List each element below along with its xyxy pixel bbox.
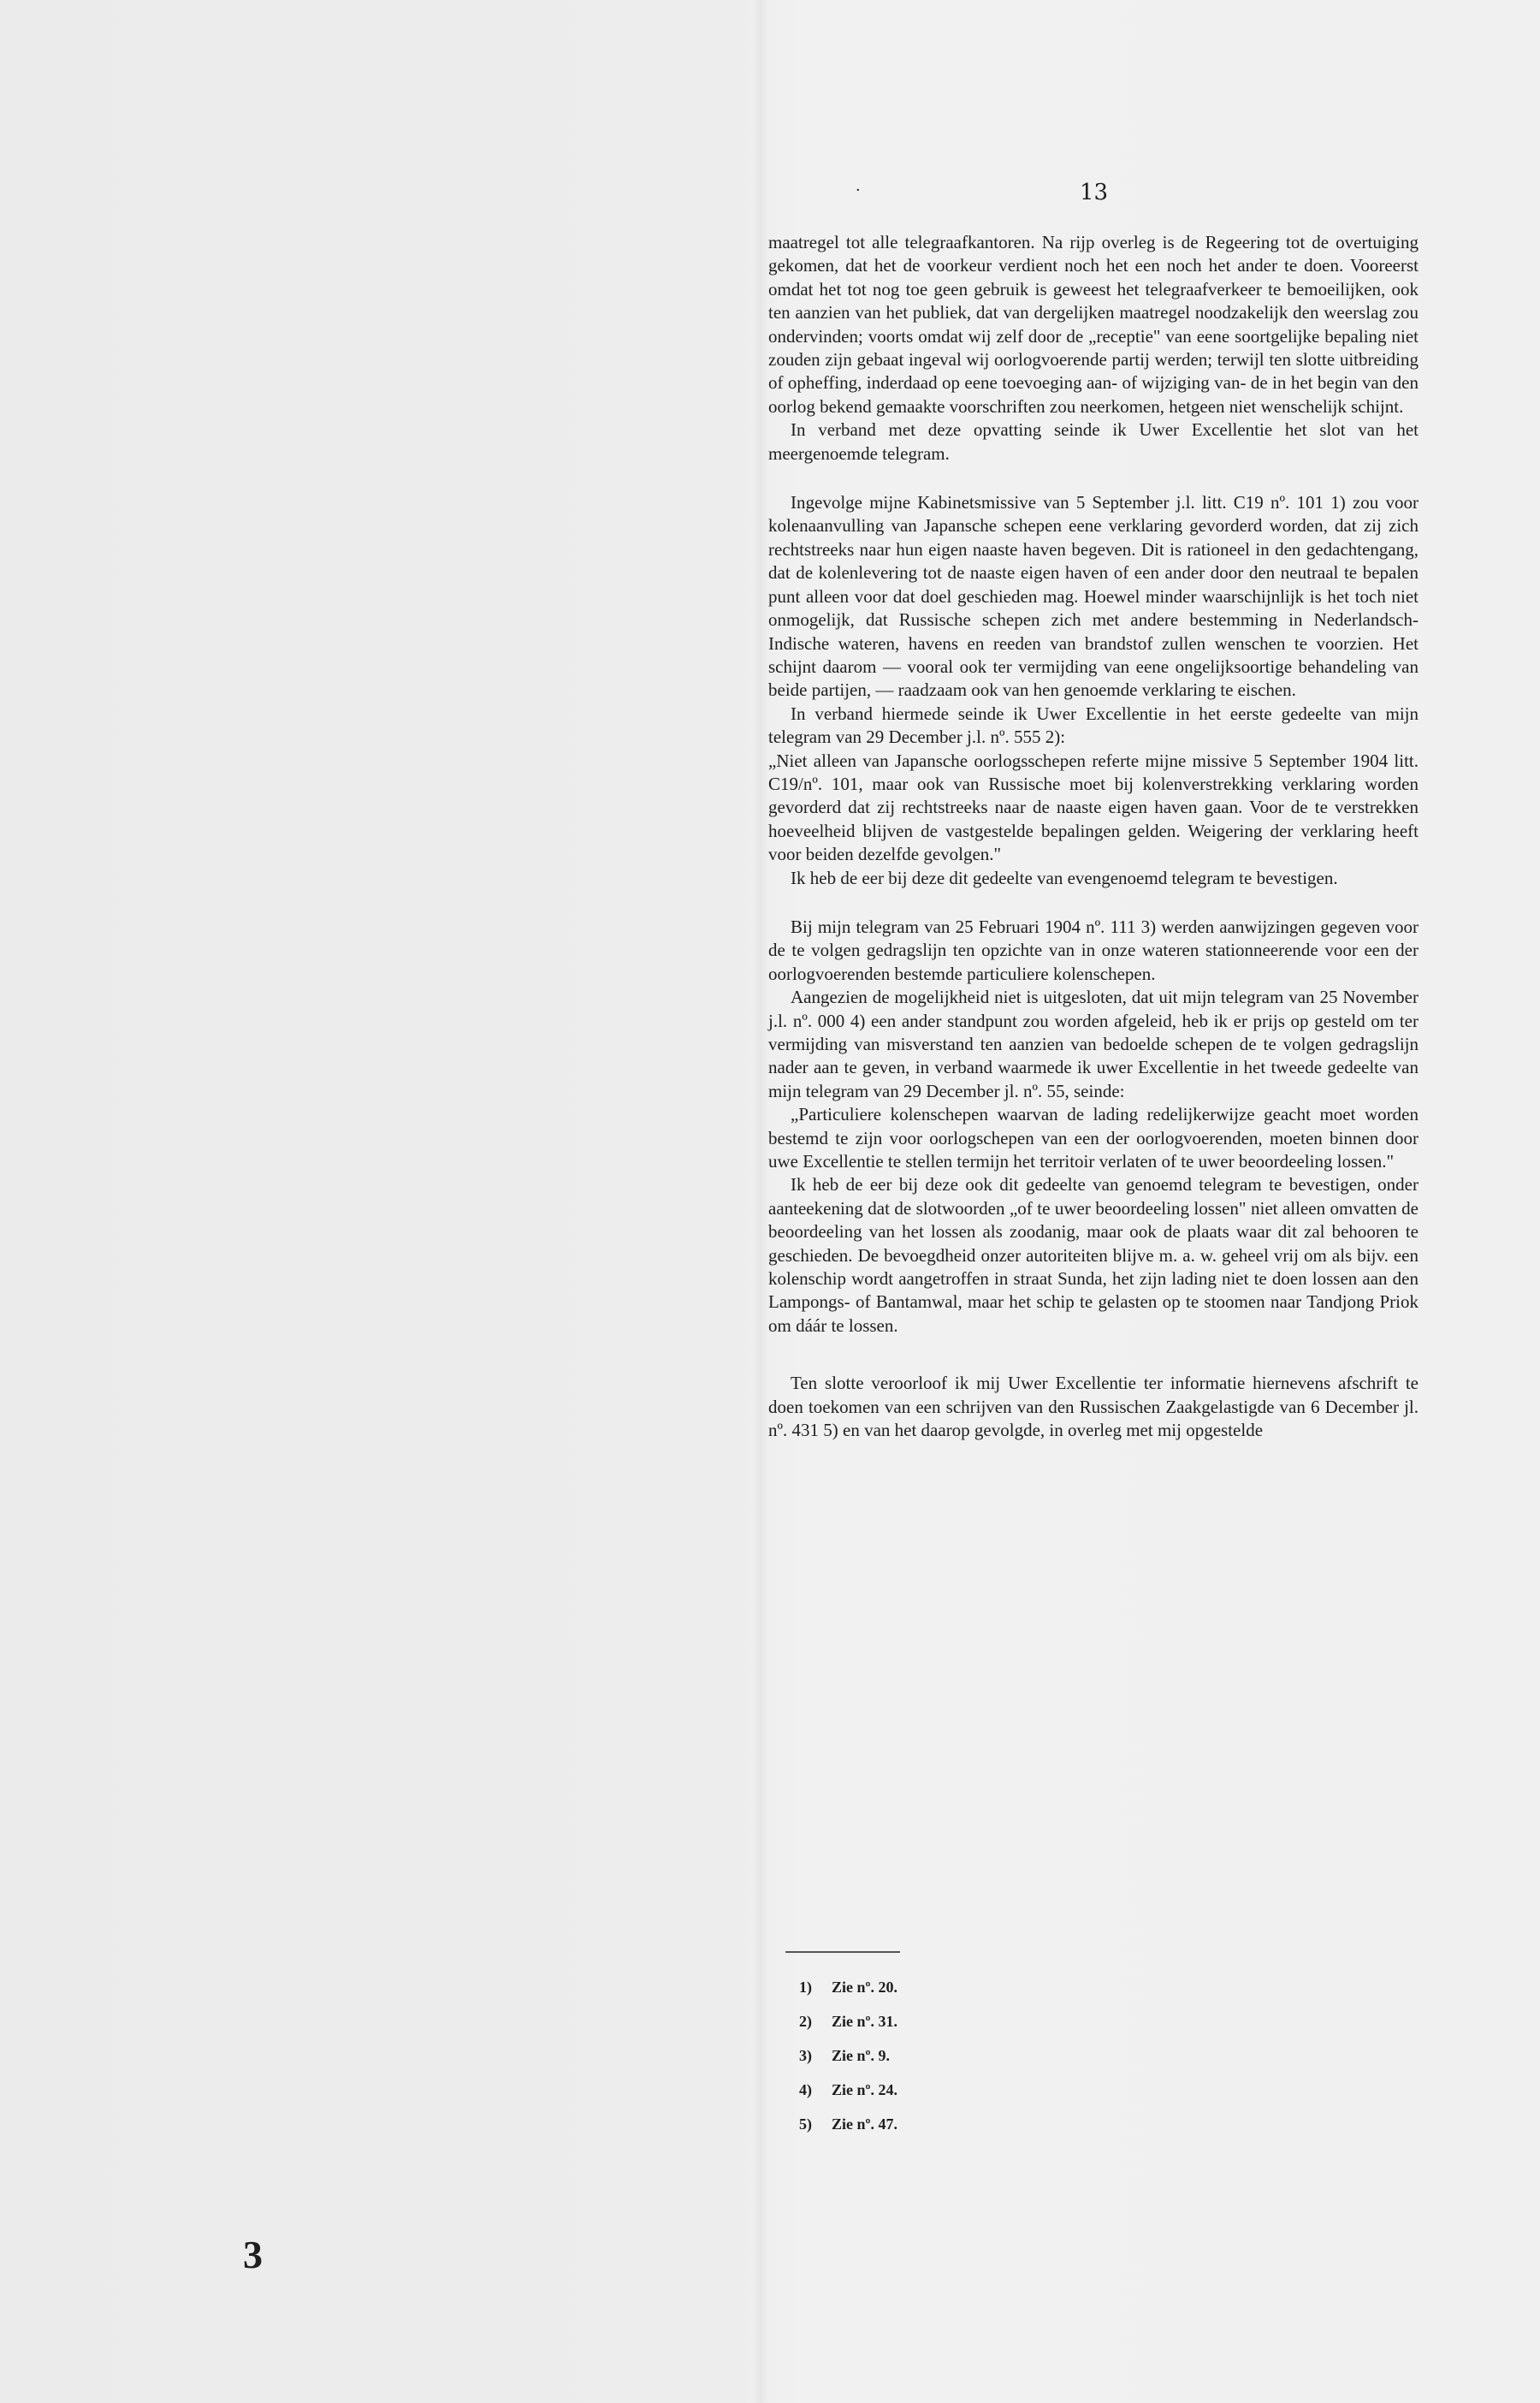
footnote	[799, 2081, 897, 2115]
header-dot: ·	[856, 181, 861, 199]
paragraph: Ik heb de eer bij deze dit gedeelte van evengenoemd telegram te bevestigen.	[791, 867, 1338, 888]
paragraph: Ingevolge mijne Kabinetsmissive van 5 September j.l. litt. C19 nº. 101 1) zou voor kolenaanvulling van Japansche schepen eene verklaring gevorderd worden, dat zij zich rechtstreeks naar hun eigen naaste haven begeven. Dit is rationeel in den gedachtengang, dat de kolenlevering tot de naaste eigen haven of een ander door den neutraal te bepalen punt alleen voor dat doel geschieden mag. Hoewel minder waarschijnlijk is het toch niet onmogelijk, dat Russische schepen zich met andere bestemming in Nederlandsch-Indische wateren, havens en reeden van brandstof zullen wenschen te voorzien. Het schijnt daarom — vooral ook ter vermijding van eene ongelijksoortige behandeling van beide partijen, — raadzaam ook van hen genoemde verklaring te eischen.	[768, 492, 1419, 701]
footnote-text: Zie nº. 31.	[832, 2013, 897, 2030]
signature-mark: 3	[243, 2233, 263, 2276]
footnote	[799, 2013, 897, 2047]
footnote-mark: 1)	[799, 1979, 812, 1996]
paragraph: Aangezien de mogelijkheid niet is uitgesloten, dat uit mijn telegram van 25 November j.l. nº. 000 4) een ander standpunt zou worden afgeleid, heb ik er prijs op gesteld om ter vermijding van misverstand ten aanzien van bedoelde schepen de te volgen gedragslijn nader aan te geven, in verband waarmede ik uwer Excellentie in het tweede gedeelte van mijn telegram van 29 December jl. nº. 55, seinde:	[768, 987, 1419, 1101]
footnote-divider	[785, 1951, 900, 1953]
page-fold	[753, 0, 768, 2403]
quoted-telegram: „Particuliere kolenschepen waarvan de lading redelijkerwijze geacht moet worden bestemd te zijn voor oorlogschepen van een der oorlogvoerenden, moeten binnen door uwe Excellentie te stellen termijn het territoir verlaten of te uwer beoordeeling lossen."	[768, 1104, 1419, 1172]
footnote-mark: 5)	[799, 2115, 812, 2133]
paragraph: In verband met deze opvatting seinde ik Uwer Excellentie het slot van het meergenoemde telegram.	[768, 419, 1419, 464]
paragraph: Bij mijn telegram van 25 Februari 1904 nº. 111 3) werden aanwijzingen gegeven voor de te volgen gedragslijn ten opzichte van in onze wateren stationneerende voor een der oorlogvoerenden bestemde particuliere kolenschepen.	[768, 916, 1419, 984]
body-text	[768, 231, 1419, 1443]
footnote-mark: 3)	[799, 2047, 812, 2064]
footnote-mark: 2)	[799, 2013, 812, 2030]
paragraph: Ik heb de eer bij deze ook dit gedeelte van genoemd telegram te bevestigen, onder aanteekening dat de slotwoorden „of te uwer beoordeeling lossen" niet alleen omvatten de beoordeeling van het lossen als zoodanig, maar ook de plaats waar dit zal behooren te geschieden. De bevoegdheid onzer autoriteiten blijve m. a. w. geheel vrij om als bijv. een kolenschip wordt aangetroffen in straat Sunda, het zijn lading niet te doen lossen aan den Lampongs- of Bantamwal, maar het schip te gelasten op te stoomen naar Tandjong Priok om dáár te lossen.	[768, 1174, 1419, 1336]
footnote	[799, 2115, 897, 2150]
paragraph: Ten slotte veroorloof ik mij Uwer Excellentie ter informatie hiernevens afschrift te doen toekomen van een schrijven van den Russischen Zaakgelastigde van 6 December jl. nº. 431 5) en van het daarop gevolgde, in overleg met mij opgestelde	[768, 1373, 1419, 1441]
paragraph: maatregel tot alle telegraafkantoren. Na rijp overleg is de Regeering tot de overtuiging gekomen, dat het de voorkeur verdient noch het een noch het ander te doen. Vooreerst omdat het tot nog toe geen gebruik is geweest het telegraafverkeer te bemoeilijken, ook ten aanzien van het publiek, dat van dergelijken maatregel noodzakelijk den weerslag zou ondervinden; voorts omdat wij zelf door de „receptie" van eene soortgelijke bepaling niet zouden zijn gebaat ingeval wij oorlogvoerende partij werden; terwijl ten slotte uitbreiding of opheffing, inderdaad op eene toevoeging aan- of wijziging van- de in het begin van den oorlog bekend gemaakte voorschriften zou neerkomen, hetgeen niet wenschelijk schijnt.	[768, 232, 1419, 417]
footnote	[799, 2047, 897, 2081]
footnote-text: Zie nº. 9.	[832, 2047, 890, 2064]
paragraph: In verband hiermede seinde ik Uwer Excellentie in het eerste gedeelte van mijn telegram van 29 December j.l. nº. 555 2):	[768, 703, 1419, 748]
page-number: 13	[1080, 180, 1109, 205]
footnotes	[799, 1979, 897, 2150]
footnote-text: Zie nº. 24.	[832, 2081, 897, 2098]
footnote-text: Zie nº. 47.	[832, 2115, 897, 2133]
footnote-mark: 4)	[799, 2081, 812, 2098]
footnote-text: Zie nº. 20.	[832, 1979, 897, 1996]
quoted-telegram: „Niet alleen van Japansche oorlogsschepen referte mijne missive 5 September 1904 litt. C19/nº. 101, maar ook van Russische moet bij kolenverstrekking verklaring worden gevorderd dat zij rechtstreeks naar de naaste eigen haven gaan. Voor de te verstrekken hoeveelheid blijven de vastgestelde bepalingen gelden. Weigering der verklaring heeft voor beiden dezelfde gevolgen."	[768, 750, 1419, 865]
footnote	[799, 1979, 897, 2013]
